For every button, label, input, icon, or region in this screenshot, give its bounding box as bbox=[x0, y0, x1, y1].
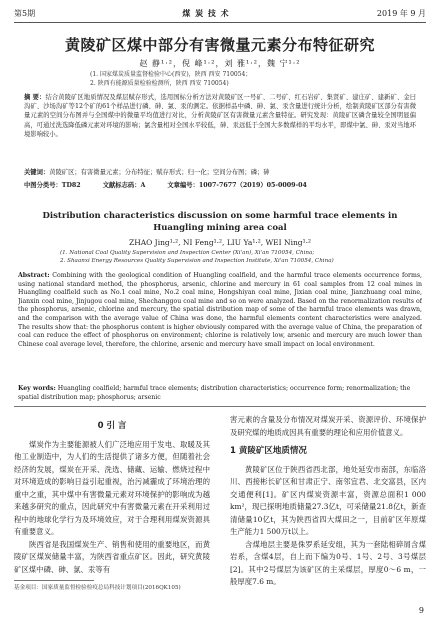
keywords-cn-text: 黄陵矿区；有害微量元素；分布特征；赋存形式；归一化；空间分布图；磷；砷 bbox=[49, 169, 270, 176]
affiliation-1: (1. 国家煤炭质量监督检验中心(西安)，陕西 西安 710054； bbox=[90, 71, 252, 78]
footnote-rule bbox=[14, 580, 94, 581]
right-column bbox=[230, 414, 426, 604]
keywords-cn bbox=[24, 168, 416, 177]
clc-number: 中图分类号：TD82 bbox=[24, 182, 81, 189]
body-paragraph: 煤炭作为主要能源被人们广泛地应用于发电、取暖及其他工业制造中，为人们的生活提供了诸多方便，但随着社会经济的发展，煤炭在开采、洗选、储藏、运输、燃烧过程中对环境造成的影响日益引起重视，治污减霾成了环境治理的重中之重，其中煤中有害微量元素对环境保护的影响成为越来越多研究的重点，因此研究中有害微量元素在开采利用过程中的地球化学行为及环境效应，对于合理利用煤炭资源具有重要意义。 bbox=[14, 439, 210, 536]
abstract-en-text: Combining with the geological condition of Huangling coalfield, and the harmful trace elements occurrence forms, using national standard method, the phosphorus, arsenic, chlorine and mercury in 61 coal samples from 12 coal mines in Huangling coalfield such as No.1 coal mine, No.2 coal mine, Hongshiyan coal mine, Jixian coal mine, Jianzhuang coal mine, Jianxin coal mine, Jinjugou coal mine, Shechanggou coal mine and so on were analyzed. Based on the renormalization results of the phosphorus, arsenic, chlorine and mercury, the spatial distribution map of some of the harmful trace elements was drawn, and the comparison with the average value of China was done, the harmful elements content characteristics were analyzed. The results show that: the phosphorus content is higher obviously compared with the average value of China, the preparation of coal can reduce the effect of phosphorus on environment; chlorine is relatively low, arsenic and mercury are much lower than Chinese coal average level, therefore, the chlorine, arsenic and mercury have small impact on local environment. bbox=[18, 272, 422, 348]
affiliation-en-1: (1. National Coal Quality Supervision and Inspection Center (Xi'an), Xi'an 710054, China; bbox=[60, 250, 315, 256]
abstract-en-label: Abstract: bbox=[18, 272, 50, 279]
abstract-en bbox=[18, 272, 422, 385]
keywords-en bbox=[18, 385, 422, 403]
document-code: 文献标志码：A bbox=[102, 182, 146, 189]
left-column bbox=[14, 414, 210, 580]
article-number: 文章编号：1007-7677（2019）05-0009-04 bbox=[167, 182, 307, 189]
keywords-en-label: Key words: bbox=[18, 385, 56, 392]
author-list-en: ZHAO Jing¹·², NI Feng¹·², LIU Ya¹·², WEI Ning¹·² bbox=[128, 238, 311, 247]
abstract-cn bbox=[24, 93, 416, 169]
journal-name: 煤 炭 技 术 bbox=[182, 7, 230, 18]
affiliation-2: 2. 陕西有能源质量检验检测所，陕西 西安 710054) bbox=[90, 80, 229, 87]
funding-footnote: 基金项目：国家质量监督检验检疫总局科技计划项目(2016QK105) bbox=[14, 585, 181, 591]
section-heading-geology: 1 黄陵矿区地质情况 bbox=[230, 446, 307, 456]
affiliation-en-2: 2. Shaanxi Energy Resources Quality Supervision and Inspection Institute, Xi'an 710054, China) bbox=[60, 258, 334, 264]
page-number: 9 bbox=[418, 606, 424, 615]
author-list: 赵 静¹·²，倪 峰¹·²，刘 雅¹·²，魏 宁¹·² bbox=[139, 59, 301, 68]
keywords-cn-label: 关键词： bbox=[24, 169, 50, 176]
keywords-en-text: Huangling coalfield; harmful trace elements; distribution characteristics; occurrence form; renormalization; the spatial distribution map; phosphorus; arsenic bbox=[18, 385, 411, 401]
section-separator bbox=[14, 406, 426, 407]
body-paragraph: 含煤地层主要是侏罗系延安组，其为一套陆相碎屑含煤岩系，含煤4层，自上而下编为0号、1号、2号、3号煤层[2]。其中2号煤层为该矿区的主采煤层，厚度0～6 m，一般厚度7.6 m。 bbox=[230, 539, 426, 586]
body-paragraph: 黄陵矿区位于陕西省西北部，地处延安市南部，东临洛川、西接彬长矿区和甘肃正宁、南邻宜君、北交富县，区内交通便利[1]。矿区内煤炭资源丰富，资源总面积1 000 km²，现已探明地质储量27.3亿t，可采储量21.8亿t，新查清储量10亿t，其为陕西省四大煤田之一，目前矿区年原煤生产能力1 500万t以上。 bbox=[230, 464, 426, 536]
abstract-cn-label: 摘 要： bbox=[24, 94, 46, 101]
body-paragraph-continued: 害元素的含量及分布情况对煤炭开采、资源评价、环境保护及研究煤的地质成因具有重要的理论和应用价值意义。 bbox=[230, 415, 426, 437]
issue-date: 2019 年 9 月 bbox=[376, 8, 426, 18]
paper-title: 黄陵矿区煤中部分有害微量元素分布特征研究 bbox=[64, 36, 375, 54]
abstract-cn-text: 结合黄陵矿区地质情况及煤层赋存形式，选用国标分析方法对黄陵矿区一号矿、二号矿、红石岩矿、集贤矿、建庄矿、建新矿、金曰沟矿、沙场沟矿等12个矿的61个样品进行磷、砷、氯、汞的测定。依据样品中磷、砷、氯、汞含量进行统计分析，绘制黄陵矿区部分有害微量元素的空间分布图并与全国煤中的微量平均值进行对比，分析黄陵矿区有害微量元素含量特征。研究发现：黄陵矿区磷含量较全国明显偏高，可通过洗选降低磷元素对环境的影响；氯含量相对全国水平较低，砷、汞远低于全国大多数煤样的平均水平，即煤中氯、砷、汞对当地环境影响较小。 bbox=[24, 94, 416, 138]
paper-title-en: Distribution characteristics discussion on some harmful trace elements in Huangling mining area coal bbox=[42, 211, 398, 233]
section-heading-intro: 0 引 言 bbox=[97, 421, 127, 431]
running-header bbox=[14, 6, 426, 20]
header-rule bbox=[14, 22, 426, 23]
issue-number: 第5期 bbox=[14, 8, 36, 18]
body-paragraph: 陕西省是我国煤炭生产、销售和使用的重要地区，而黄陵矿区煤炭储量丰富，为陕西省重点矿区。因此，研究黄陵矿区煤中磷、砷、氯、汞等有 bbox=[14, 539, 210, 574]
classification-row bbox=[24, 180, 416, 189]
